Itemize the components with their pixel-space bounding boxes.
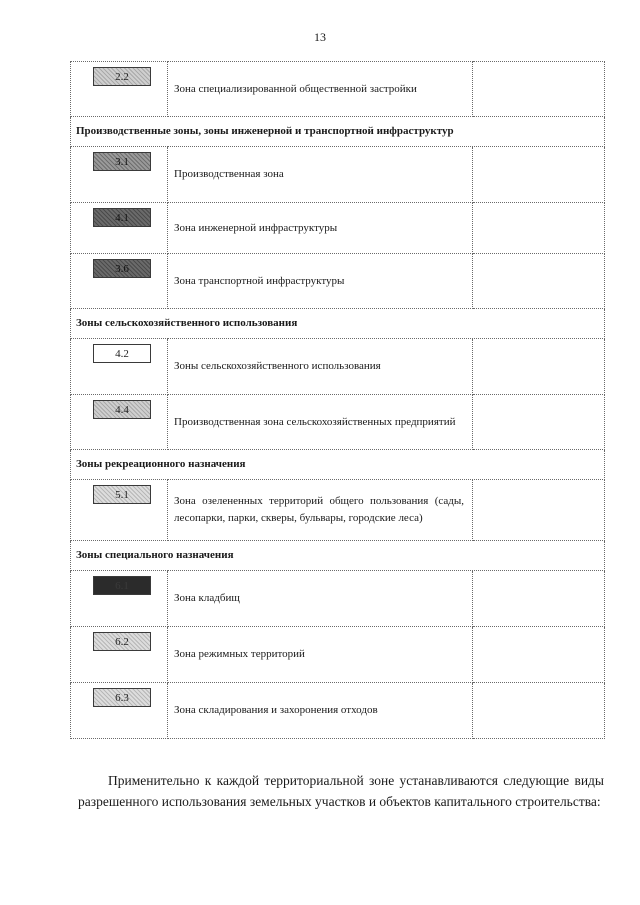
zone-name: Зона озелененных территорий общего пользования (сады, лесопарки, парки, скверы, бульвары, городские леса) xyxy=(168,480,473,541)
zone-color-swatch: 2.2 xyxy=(93,67,151,86)
zones-table xyxy=(70,61,605,739)
section-title: Зоны специального назначения xyxy=(71,541,605,571)
swatch-cell xyxy=(71,571,168,627)
table-row xyxy=(71,254,605,309)
table-row xyxy=(71,627,605,683)
empty-cell xyxy=(473,254,605,309)
empty-cell xyxy=(473,627,605,683)
swatch-cell xyxy=(71,254,168,309)
table-row xyxy=(71,203,605,254)
zone-color-swatch: 4.1 xyxy=(93,208,151,227)
empty-cell xyxy=(473,62,605,117)
swatch-cell xyxy=(71,147,168,203)
empty-cell xyxy=(473,395,605,450)
zone-name: Зона режимных территорий xyxy=(168,627,473,683)
zone-name: Производственная зона сельскохозяйственных предприятий xyxy=(168,395,473,450)
zone-name: Зона кладбищ xyxy=(168,571,473,627)
section-header-row xyxy=(71,541,605,571)
zone-color-swatch: 3.6 xyxy=(93,259,151,278)
swatch-cell xyxy=(71,395,168,450)
body-paragraph xyxy=(78,770,604,812)
zone-color-swatch: 5.1 xyxy=(93,485,151,504)
table-row xyxy=(71,339,605,395)
zone-name: Производственная зона xyxy=(168,147,473,203)
zone-name: Зоны сельскохозяйственного использования xyxy=(168,339,473,395)
zone-color-swatch: 3.1 xyxy=(93,152,151,171)
section-header-row xyxy=(71,309,605,339)
swatch-cell xyxy=(71,339,168,395)
zone-name: Зона транспортной инфраструктуры xyxy=(168,254,473,309)
swatch-cell xyxy=(71,62,168,117)
swatch-cell xyxy=(71,480,168,541)
section-header-row xyxy=(71,450,605,480)
empty-cell xyxy=(473,203,605,254)
zone-color-swatch: 6.3 xyxy=(93,688,151,707)
swatch-cell xyxy=(71,203,168,254)
page-number: 13 xyxy=(314,30,326,44)
table-row xyxy=(71,395,605,450)
section-title: Зоны сельскохозяйственного использования xyxy=(71,309,605,339)
section-title: Зоны рекреационного назначения xyxy=(71,450,605,480)
section-title: Производственные зоны, зоны инженерной и транспортной инфраструктур xyxy=(71,117,605,147)
table-row xyxy=(71,683,605,739)
empty-cell xyxy=(473,147,605,203)
zone-color-swatch: 6.1 xyxy=(93,576,151,595)
empty-cell xyxy=(473,571,605,627)
empty-cell xyxy=(473,683,605,739)
table-row xyxy=(71,62,605,117)
zone-name: Зона складирования и захоронения отходов xyxy=(168,683,473,739)
table-row xyxy=(71,147,605,203)
table-row xyxy=(71,571,605,627)
empty-cell xyxy=(473,339,605,395)
zone-color-swatch: 4.2 xyxy=(93,344,151,363)
paragraph-text: Применительно к каждой территориальной зоне устанавливаются следующие виды разрешенного использования земельных участков и объектов капитального строительства: xyxy=(78,773,604,809)
zone-name: Зона инженерной инфраструктуры xyxy=(168,203,473,254)
table-row xyxy=(71,480,605,541)
empty-cell xyxy=(473,480,605,541)
swatch-cell xyxy=(71,683,168,739)
zone-name: Зона специализированной общественной застройки xyxy=(168,62,473,117)
zone-color-swatch: 4.4 xyxy=(93,400,151,419)
swatch-cell xyxy=(71,627,168,683)
section-header-row xyxy=(71,117,605,147)
zone-color-swatch: 6.2 xyxy=(93,632,151,651)
